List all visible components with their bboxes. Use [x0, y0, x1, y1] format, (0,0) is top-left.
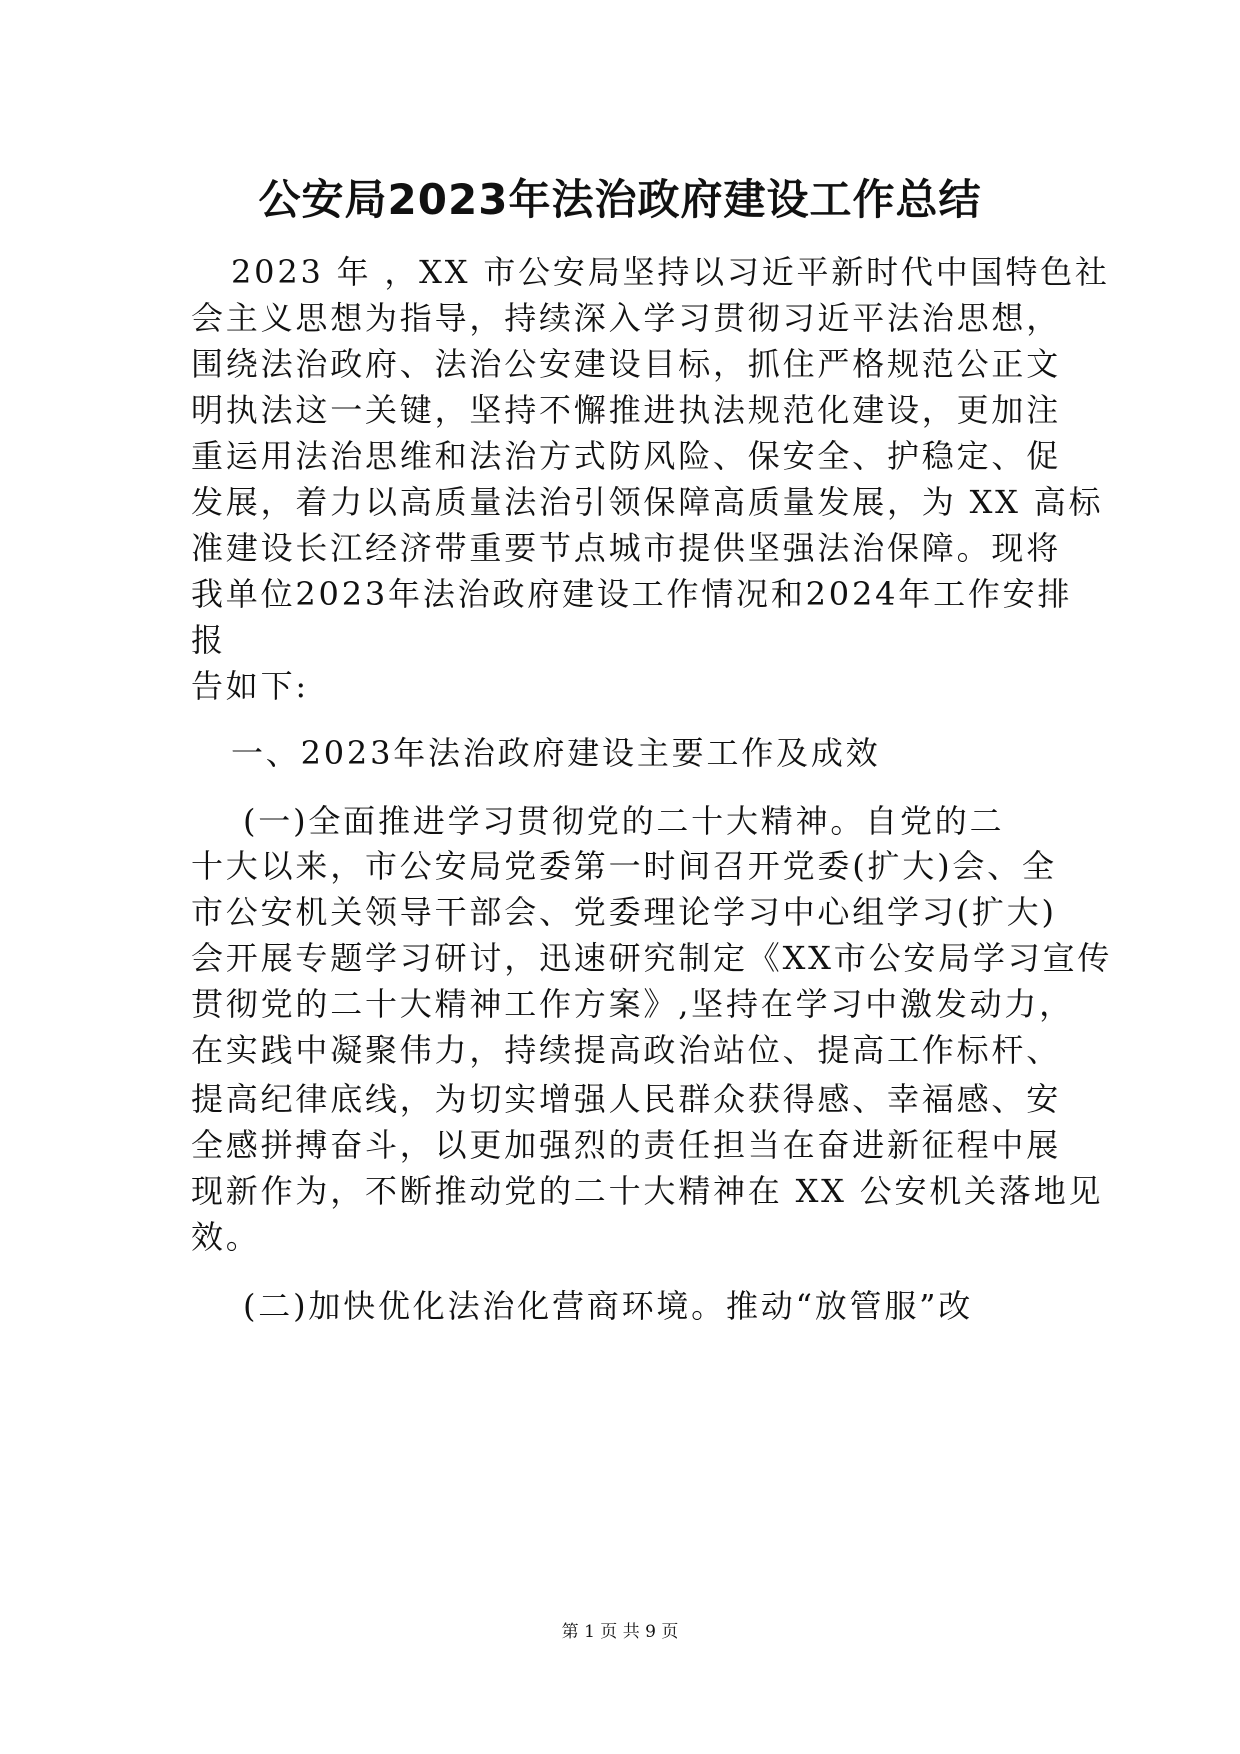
paragraph-line: 会主义思想为指导，持续深入学习贯彻习近平法治思想， — [191, 299, 1062, 337]
paragraph-line: 准建设长江经济带重要节点城市提供坚强法治保障。现将 — [191, 529, 1062, 567]
paragraph-line: 重运用法治思维和法治方式防风险、保安全、护稳定、促 — [191, 437, 1062, 475]
subsection-heading-line: (二)加快优化法治化营商环境。推动“放管服”改 — [243, 1287, 974, 1325]
paragraph-line: 效。 — [191, 1218, 261, 1256]
paragraph-line: 发展，着力以高质量法治引领保障高质量发展，为 XX 高标 — [191, 483, 1104, 521]
paragraph-line: 告如下: — [191, 667, 309, 705]
paragraph-line: 提高纪律底线，为切实增强人民群众获得感、幸福感、安 — [191, 1080, 1062, 1118]
paragraph-line: 围绕法治政府、法治公安建设目标，抓住严格规范公正文 — [191, 345, 1062, 383]
section-heading: 一、2023年法治政府建设主要工作及成效 — [231, 734, 881, 772]
paragraph-line: 全感拼搏奋斗，以更加强烈的责任担当在奋进新征程中展 — [191, 1126, 1062, 1164]
paragraph-line: 会开展专题学习研讨，迅速研究制定《XX市公安局学习宣传 — [191, 939, 1113, 977]
paragraph-line: 在实践中凝聚伟力，持续提高政治站位、提高工作标杆、 — [191, 1031, 1062, 1069]
paragraph-line: 我单位2023年法治政府建设工作情况和2024年工作安排 — [191, 575, 1073, 613]
paragraph-line: 贯彻党的二十大精神工作方案》,坚持在学习中激发动力， — [191, 985, 1074, 1023]
subsection-heading-line: (一)全面推进学习贯彻党的二十大精神。自党的二 — [243, 802, 1005, 840]
paragraph-line: 十大以来，市公安局党委第一时间召开党委(扩大)会、全 — [191, 847, 1057, 885]
page-number-footer: 第 1 页 共 9 页 — [561, 1622, 679, 1642]
document-title: 公安局2023年法治政府建设工作总结 — [258, 175, 982, 224]
paragraph-line: 明执法这一关键，坚持不懈推进执法规范化建设，更加注 — [191, 391, 1062, 429]
paragraph-line: 2023 年 ，XX 市公安局坚持以习近平新时代中国特色社 — [231, 253, 1110, 291]
paragraph-line: 现新作为，不断推动党的二十大精神在 XX 公安机关落地见 — [191, 1172, 1104, 1210]
paragraph-line: 报 — [191, 621, 226, 659]
paragraph-line: 市公安机关领导干部会、党委理论学习中心组学习(扩大) — [191, 893, 1057, 931]
